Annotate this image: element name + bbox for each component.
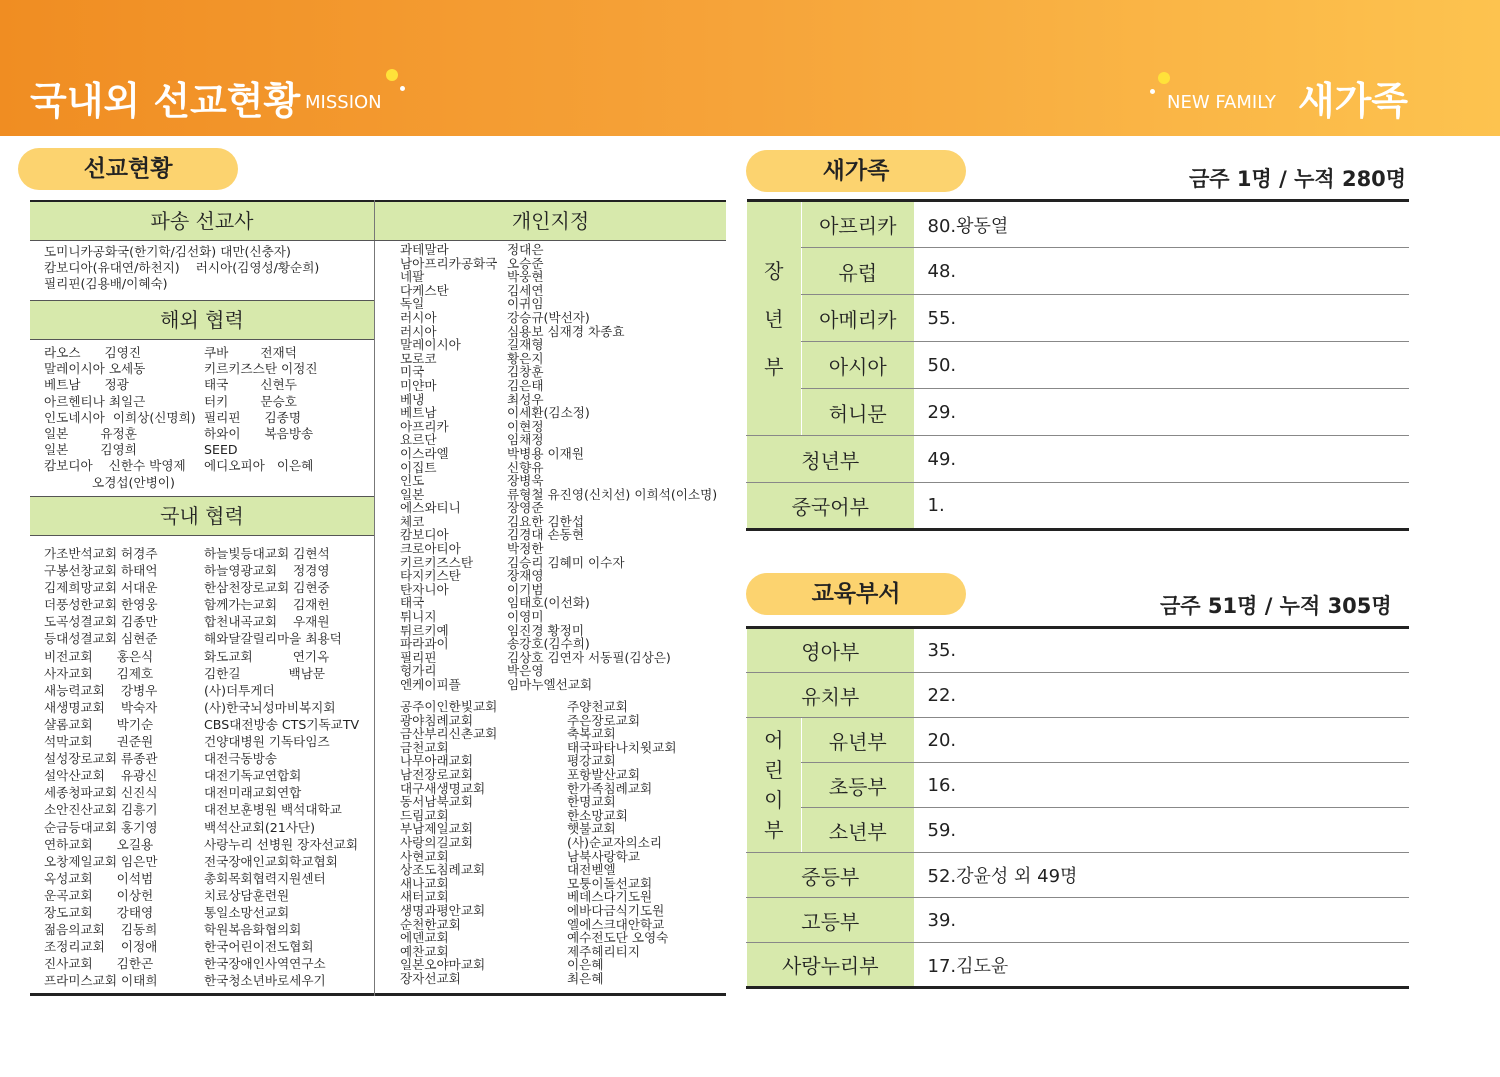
- list-item: 장병욱: [507, 473, 544, 489]
- list-item: 다케스탄: [400, 282, 449, 298]
- row-name: 중등부: [747, 853, 914, 898]
- list-item: 포항발산교회: [567, 766, 640, 782]
- list-item: 태국 신현두: [204, 377, 297, 393]
- list-item: 한국장애인사역연구소: [204, 956, 326, 972]
- list-item: 류형철 유진영(신치선) 이희석(이소명): [507, 486, 718, 502]
- dispatched-list: 도미니카공화국(한기학/김선화) 대만(신충자) 캄보디아(유대연/하천지) 러시아(김영성/황순희) 필리핀(김용배/이혜숙): [44, 244, 320, 292]
- row-value: 20.: [914, 718, 1410, 763]
- list-item: 키르키즈스탄 이정진: [204, 361, 318, 377]
- list-item: 독일: [400, 296, 425, 312]
- domestic-list-right: [204, 545, 359, 989]
- list-item: 사랑누리 선병원 장자선교회: [204, 836, 358, 852]
- list-item: 해와달갈릴리마을 최용덕: [204, 631, 342, 647]
- list-item: 이영미: [507, 609, 544, 625]
- list-item: 에덴교회: [400, 930, 449, 946]
- list-item: 설악산교회 유광신: [44, 768, 158, 784]
- table-row: [747, 248, 1410, 295]
- list-item: 햇불교회: [567, 821, 616, 837]
- list-item: 박웅현: [507, 269, 544, 285]
- table-row: [747, 389, 1410, 436]
- list-item: 에바다금식기도원: [567, 902, 665, 918]
- list-item: 탄자니아: [400, 581, 449, 597]
- left-subtitle: MISSION: [305, 92, 382, 113]
- list-item: 동서남북교회: [400, 794, 473, 810]
- divider: [30, 240, 726, 241]
- list-item: 캄보디아: [400, 527, 449, 543]
- list-item: 터키 문승호: [204, 393, 297, 409]
- list-item: 남아프리카공화국: [400, 255, 498, 271]
- list-item: 말레이시아 오세동: [44, 361, 146, 377]
- newfamily-table: [746, 199, 1409, 531]
- list-item: 순금등대교회 홍기영: [44, 819, 158, 835]
- list-item: 대전미래교회연합: [204, 785, 302, 801]
- list-item: 이귀임: [507, 296, 544, 312]
- list-item: 한명교회: [567, 794, 616, 810]
- list-item: 네팔: [400, 269, 425, 285]
- list-item: 학원복음화협의회: [204, 922, 302, 938]
- list-item: 금천교회: [400, 739, 449, 755]
- right-title: 새가족: [1297, 79, 1408, 123]
- list-item: 쿠바 전재덕: [204, 345, 297, 360]
- row-value: 17.김도윤: [914, 943, 1410, 988]
- group-label: 장 년 부: [747, 201, 802, 436]
- overseas-list-left: [44, 345, 196, 491]
- education-pill: 교육부서: [746, 573, 966, 615]
- list-item: 최은혜: [567, 970, 604, 986]
- list-item: 길재형: [507, 337, 544, 353]
- divider: [30, 339, 374, 340]
- list-item: 가조반석교회 허경주: [44, 546, 158, 561]
- list-item: 연하교회 오길용: [44, 836, 154, 852]
- personal-churches-a: [400, 700, 497, 985]
- list-item: 과테말라: [400, 242, 449, 257]
- list-item: 아르헨티나 최일근: [44, 393, 146, 409]
- list-item: (사)순교자의소리: [567, 834, 662, 850]
- list-item: 비전교회 홍은식: [44, 648, 154, 664]
- list-item: 세종청파교회 신진식: [44, 785, 158, 801]
- list-item: 조정리교회 이정애: [44, 939, 158, 955]
- list-item: 키르키즈스탄: [400, 554, 473, 570]
- list-item: 오창제일교회 임은만: [44, 853, 158, 869]
- list-item: 장영준: [507, 500, 544, 516]
- row-value: 35.: [914, 628, 1410, 673]
- list-item: 구봉선창교회 하태억: [44, 563, 158, 579]
- list-item: 새능력교회 강병우: [44, 682, 158, 698]
- list-item: 김한길 백남문: [204, 665, 326, 681]
- list-item: 상조도침례교회: [400, 862, 486, 878]
- list-item: 치료상담훈련원: [204, 887, 290, 903]
- list-item: 김요한 김한섭: [507, 513, 584, 529]
- education-total: 금주 51명 / 누적 305명: [1160, 594, 1392, 618]
- list-item: 한국청소년바로세우기: [204, 973, 326, 989]
- list-item: 예수전도단 오영숙: [567, 930, 669, 946]
- list-item: 장재영: [507, 568, 544, 584]
- list-item: 사랑의길교회: [400, 834, 473, 850]
- row-value: 80.왕동열: [914, 201, 1410, 248]
- list-item: 박병용 이재원: [507, 445, 584, 461]
- table-row: [747, 673, 1410, 718]
- list-item: 더풍성한교회 한영웅: [44, 597, 158, 613]
- row-name: 유년부: [802, 718, 914, 763]
- row-name: 유치부: [747, 673, 914, 718]
- list-item: 한삼천장로교회 김현중: [204, 580, 330, 596]
- header-banner: [0, 0, 1500, 136]
- dot-decoration-icon: [1150, 89, 1155, 94]
- list-item: 이현정: [507, 418, 544, 434]
- list-item: 장자선교회: [400, 970, 461, 986]
- mission-pill: 선교현황: [18, 148, 238, 190]
- list-item: 공주이인한빛교회: [400, 699, 498, 714]
- list-item: 이스라엘: [400, 445, 449, 461]
- list-item: 에디오피아 이은혜: [204, 458, 314, 474]
- dot-decoration-icon: [386, 69, 398, 81]
- list-item: 전국장애인교회학교협회: [204, 853, 338, 869]
- list-item: 남북사랑학교: [567, 848, 640, 864]
- list-item: 남전장로교회: [400, 766, 473, 782]
- list-item: 평강교회: [567, 753, 616, 769]
- list-item: 김창훈: [507, 364, 544, 380]
- row-value: 55.: [914, 295, 1410, 342]
- list-item: 인도: [400, 473, 425, 489]
- list-item: 최성우: [507, 391, 544, 407]
- table-row: [747, 201, 1410, 248]
- list-item: 오경섭(안병이): [44, 474, 175, 490]
- list-item: 태국: [400, 595, 425, 611]
- list-item: 대전극동방송: [204, 751, 277, 767]
- list-item: 대구새생명교회: [400, 780, 486, 796]
- list-item: 라오스 김영진: [44, 345, 142, 360]
- list-item: 러시아: [400, 323, 437, 339]
- row-name: 유럽: [802, 248, 914, 295]
- table-row: [747, 628, 1410, 673]
- personal-names: [507, 243, 717, 692]
- list-item: 태국파타나치윗교회: [567, 739, 677, 755]
- list-item: 하늘영광교회 정경영: [204, 563, 330, 579]
- list-item: 캄보디아 신한수 박영제: [44, 458, 186, 474]
- list-item: 미국: [400, 364, 425, 380]
- list-item: 김세연: [507, 282, 544, 298]
- list-item: 화도교회 연기옥: [204, 648, 330, 664]
- list-item: 베트남: [400, 405, 437, 421]
- table-row: [747, 808, 1410, 853]
- list-item: 대전벧엘: [567, 862, 616, 878]
- list-item: 필리핀 김종명: [204, 409, 302, 425]
- list-item: 요르단: [400, 432, 437, 448]
- list-item: 정대은: [507, 242, 544, 257]
- row-value: 50.: [914, 342, 1410, 389]
- list-item: 체코: [400, 513, 425, 529]
- list-item: 일본오야마교회: [400, 957, 486, 973]
- list-item: 임태호(이선화): [507, 595, 590, 611]
- list-item: 도곡성결교회 김종만: [44, 614, 158, 630]
- column-divider: [374, 200, 375, 996]
- list-item: 백석산교회(21사단): [204, 819, 316, 835]
- list-item: 건양대병원 기독타임즈: [204, 734, 330, 750]
- list-item: 베냉: [400, 391, 425, 407]
- list-item: 임진경 황정미: [507, 622, 584, 638]
- list-item: 말레이시아: [400, 337, 461, 353]
- row-name: 허니문: [802, 389, 914, 436]
- list-item: 이기범: [507, 581, 544, 597]
- table-row: [747, 718, 1410, 763]
- list-item: 일본 유정훈: [44, 426, 137, 442]
- list-item: 나무아래교회: [400, 753, 473, 769]
- row-name: 아프리카: [802, 201, 914, 248]
- list-item: 이은혜: [567, 957, 604, 973]
- list-item: 황은지: [507, 350, 544, 366]
- table-row: [747, 436, 1410, 483]
- domestic-list-left: [44, 545, 158, 989]
- overseas-list-right: [204, 345, 318, 475]
- list-item: 미얀마: [400, 377, 437, 393]
- list-item: 튀르키예: [400, 622, 449, 638]
- list-item: 석막교회 권준원: [44, 734, 154, 750]
- list-item: 송강호(김수희): [507, 636, 590, 652]
- table-row: [747, 342, 1410, 389]
- table-row: [747, 943, 1410, 988]
- row-name: 청년부: [747, 436, 914, 483]
- list-item: 프라미스교회 이태희: [44, 973, 158, 989]
- list-item: 하와이 복음방송: [204, 426, 314, 442]
- list-item: 임마누엘선교회: [507, 677, 593, 692]
- list-item: 운곡교회 이상헌: [44, 887, 154, 903]
- dispatched-heading: 파송 선교사: [30, 202, 374, 240]
- list-item: 사자교회 김제호: [44, 665, 154, 681]
- personal-churches-b: [567, 700, 677, 985]
- row-name: 중국어부: [747, 483, 914, 530]
- list-item: 김승리 김혜미 이수자: [507, 554, 625, 570]
- list-item: 설성장로교회 류종관: [44, 751, 158, 767]
- list-item: 한가족침례교회: [567, 780, 653, 796]
- list-item: 강승규(박선자): [507, 309, 590, 325]
- table-row: [747, 763, 1410, 808]
- list-item: (사)한국뇌성마비복지회: [204, 699, 336, 715]
- row-value: 39.: [914, 898, 1410, 943]
- list-item: 주은장로교회: [567, 712, 640, 728]
- row-value: 49.: [914, 436, 1410, 483]
- list-item: 인도네시아 이희상(신명희): [44, 409, 196, 425]
- table-row: [747, 295, 1410, 342]
- dot-decoration-icon: [400, 86, 405, 91]
- row-value: 16.: [914, 763, 1410, 808]
- domestic-heading: 국내 협력: [30, 497, 374, 535]
- list-item: 일본 김영희: [44, 442, 137, 458]
- list-item: 주양천교회: [567, 699, 628, 714]
- row-value: 59.: [914, 808, 1410, 853]
- education-table: [746, 626, 1409, 989]
- row-value: 48.: [914, 248, 1410, 295]
- dot-decoration-icon: [1158, 72, 1170, 84]
- list-item: 순천한교회: [400, 916, 461, 932]
- list-item: 김경대 손동현: [507, 527, 584, 543]
- list-item: 박정한: [507, 541, 544, 557]
- list-item: 이집트: [400, 459, 437, 475]
- list-item: 광야침례교회: [400, 712, 473, 728]
- list-item: 총회목회협력지원센터: [204, 870, 326, 886]
- list-item: 통일소망선교회: [204, 904, 290, 920]
- right-subtitle: NEW FAMILY: [1167, 92, 1276, 113]
- table-row: [747, 853, 1410, 898]
- list-item: 샬롬교회 박기순: [44, 716, 154, 732]
- list-item: 엔케이피플: [400, 677, 461, 692]
- list-item: 대전기독교연합회: [204, 768, 302, 784]
- row-name: 아시아: [802, 342, 914, 389]
- row-value: 1.: [914, 483, 1410, 530]
- list-item: 크로아티아: [400, 541, 461, 557]
- list-item: 아프리카: [400, 418, 449, 434]
- row-name: 초등부: [802, 763, 914, 808]
- list-item: 새터교회: [400, 889, 449, 905]
- list-item: 젊음의교회 김동희: [44, 922, 158, 938]
- row-name: 영아부: [747, 628, 914, 673]
- row-name: 소년부: [802, 808, 914, 853]
- list-item: 박은영: [507, 663, 544, 679]
- personal-heading: 개인지정: [375, 202, 726, 240]
- personal-countries: [400, 243, 497, 692]
- list-item: 진사교회 김한곤: [44, 956, 154, 972]
- list-item: 합천내곡교회 우재원: [204, 614, 330, 630]
- row-value: 29.: [914, 389, 1410, 436]
- table-row: [747, 483, 1410, 530]
- list-item: 오승준: [507, 255, 544, 271]
- group-label: 어 린 이 부: [747, 718, 802, 853]
- list-item: 옥성교회 이석범: [44, 870, 154, 886]
- table-row: [747, 898, 1410, 943]
- list-item: 엘에스크대안학교: [567, 916, 665, 932]
- list-item: 새생명교회 박숙자: [44, 699, 158, 715]
- overseas-heading: 해외 협력: [30, 301, 374, 339]
- list-item: 생명과평안교회: [400, 902, 486, 918]
- list-item: 김상호 김연자 서동필(김상은): [507, 649, 671, 665]
- row-value: 22.: [914, 673, 1410, 718]
- newfamily-total: 금주 1명 / 누적 280명: [1189, 167, 1407, 191]
- list-item: 함께가는교회 김재헌: [204, 597, 330, 613]
- row-name: 고등부: [747, 898, 914, 943]
- list-item: 부남제일교회: [400, 821, 473, 837]
- list-item: 헝가리: [400, 663, 437, 679]
- list-item: 튀니지: [400, 609, 437, 625]
- row-name: 사랑누리부: [747, 943, 914, 988]
- left-title: 국내외 선교현황: [30, 79, 301, 123]
- list-item: 필리핀: [400, 649, 437, 665]
- list-item: 타지키스탄: [400, 568, 461, 584]
- list-item: 베데스다기도원: [567, 889, 653, 905]
- newfamily-pill: 새가족: [746, 150, 966, 192]
- list-item: 심용보 심재경 차종효: [507, 323, 625, 339]
- row-name: 아메리카: [802, 295, 914, 342]
- divider: [30, 535, 374, 536]
- list-item: 러시아: [400, 309, 437, 325]
- list-item: 제주헤리티지: [567, 943, 640, 959]
- list-item: SEED: [204, 442, 238, 458]
- list-item: CBS대전방송 CTS기독교TV: [204, 716, 360, 732]
- list-item: 장도교회 강태영: [44, 904, 154, 920]
- list-item: 모퉁이돌선교회: [567, 875, 653, 891]
- list-item: 예찬교회: [400, 943, 449, 959]
- list-item: 베트남 정광: [44, 377, 129, 393]
- list-item: 한국어린이전도협회: [204, 939, 314, 955]
- list-item: 하늘빛등대교회 김현석: [204, 546, 330, 561]
- list-item: 드림교회: [400, 807, 449, 823]
- list-item: 등대성결교회 심현준: [44, 631, 158, 647]
- list-item: 파라과이: [400, 636, 449, 652]
- list-item: 금산부리신촌교회: [400, 726, 498, 742]
- list-item: 사현교회: [400, 848, 449, 864]
- list-item: 새나교회: [400, 875, 449, 891]
- list-item: 대전보훈병원 백석대학교: [204, 802, 342, 818]
- list-item: 이세환(김소정): [507, 405, 590, 421]
- list-item: 에스와티니: [400, 500, 461, 516]
- list-item: 축복교회: [567, 726, 616, 742]
- list-item: 임채정: [507, 432, 544, 448]
- list-item: 모로코: [400, 350, 437, 366]
- list-item: 김제희망교회 서대운: [44, 580, 158, 596]
- list-item: 한소망교회: [567, 807, 628, 823]
- row-value: 52.강윤성 외 49명: [914, 853, 1410, 898]
- list-item: (사)더투게더: [204, 682, 275, 698]
- list-item: 김은태: [507, 377, 544, 393]
- list-item: 일본: [400, 486, 425, 502]
- list-item: 신향유: [507, 459, 544, 475]
- list-item: 소안진산교회 김흥기: [44, 802, 158, 818]
